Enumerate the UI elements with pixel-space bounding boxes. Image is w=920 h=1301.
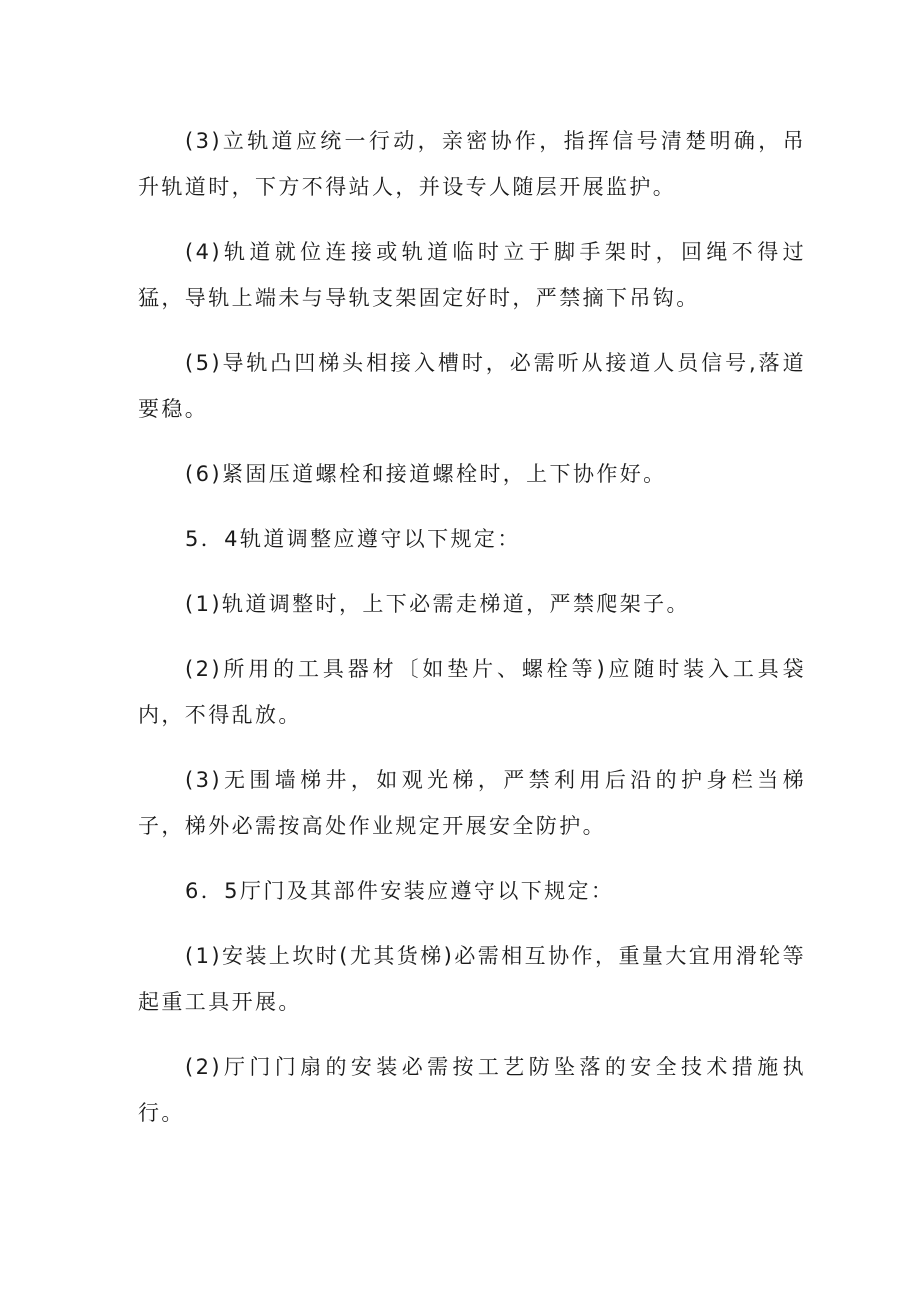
paragraph-adjustment-ladder: (1)轨道调整时，上下必需走梯道，严禁爬架子。 bbox=[185, 592, 690, 616]
document-body bbox=[138, 118, 806, 1155]
paragraph-door-panel-installation: (2)厅门门扇的安装必需按工艺防坠落的安全技术措施执行。 bbox=[138, 1055, 806, 1125]
paragraph-rail-joint: (5)导轨凸凹梯头相接入槽时，必需听从接道人员信号,落道要稳。 bbox=[138, 351, 806, 421]
paragraph-open-shaft-protection: (3)无围墙梯井，如观光梯，严禁利用后沿的护身栏当梯子，梯外必需按高处作业规定开展安全防护。 bbox=[138, 768, 806, 838]
paragraph-rail-positioning: (4)轨道就位连接或轨道临时立于脚手架时，回绳不得过猛，导轨上端未与导轨支架固定好时，严禁摘下吊钩。 bbox=[138, 240, 806, 310]
paragraph-rail-erection: (3)立轨道应统一行动，亲密协作，指挥信号清楚明确，吊升轨道时，下方不得站人，并设专人随层开展监护。 bbox=[138, 129, 806, 199]
paragraph-tool-bag: (2)所用的工具器材〔如垫片、螺栓等)应随时装入工具袋内，不得乱放。 bbox=[138, 657, 806, 727]
heading-landing-door-installation: 6．5厅门及其部件安装应遵守以下规定： bbox=[185, 879, 615, 903]
heading-rail-adjustment: 5．4轨道调整应遵守以下规定： bbox=[185, 527, 521, 551]
paragraph-bolt-fastening: (6)紧固压道螺栓和接道螺栓时，上下协作好。 bbox=[185, 462, 667, 486]
paragraph-header-installation: (1)安装上坎时(尤其货梯)必需相互协作，重量大宜用滑轮等起重工具开展。 bbox=[138, 944, 806, 1014]
